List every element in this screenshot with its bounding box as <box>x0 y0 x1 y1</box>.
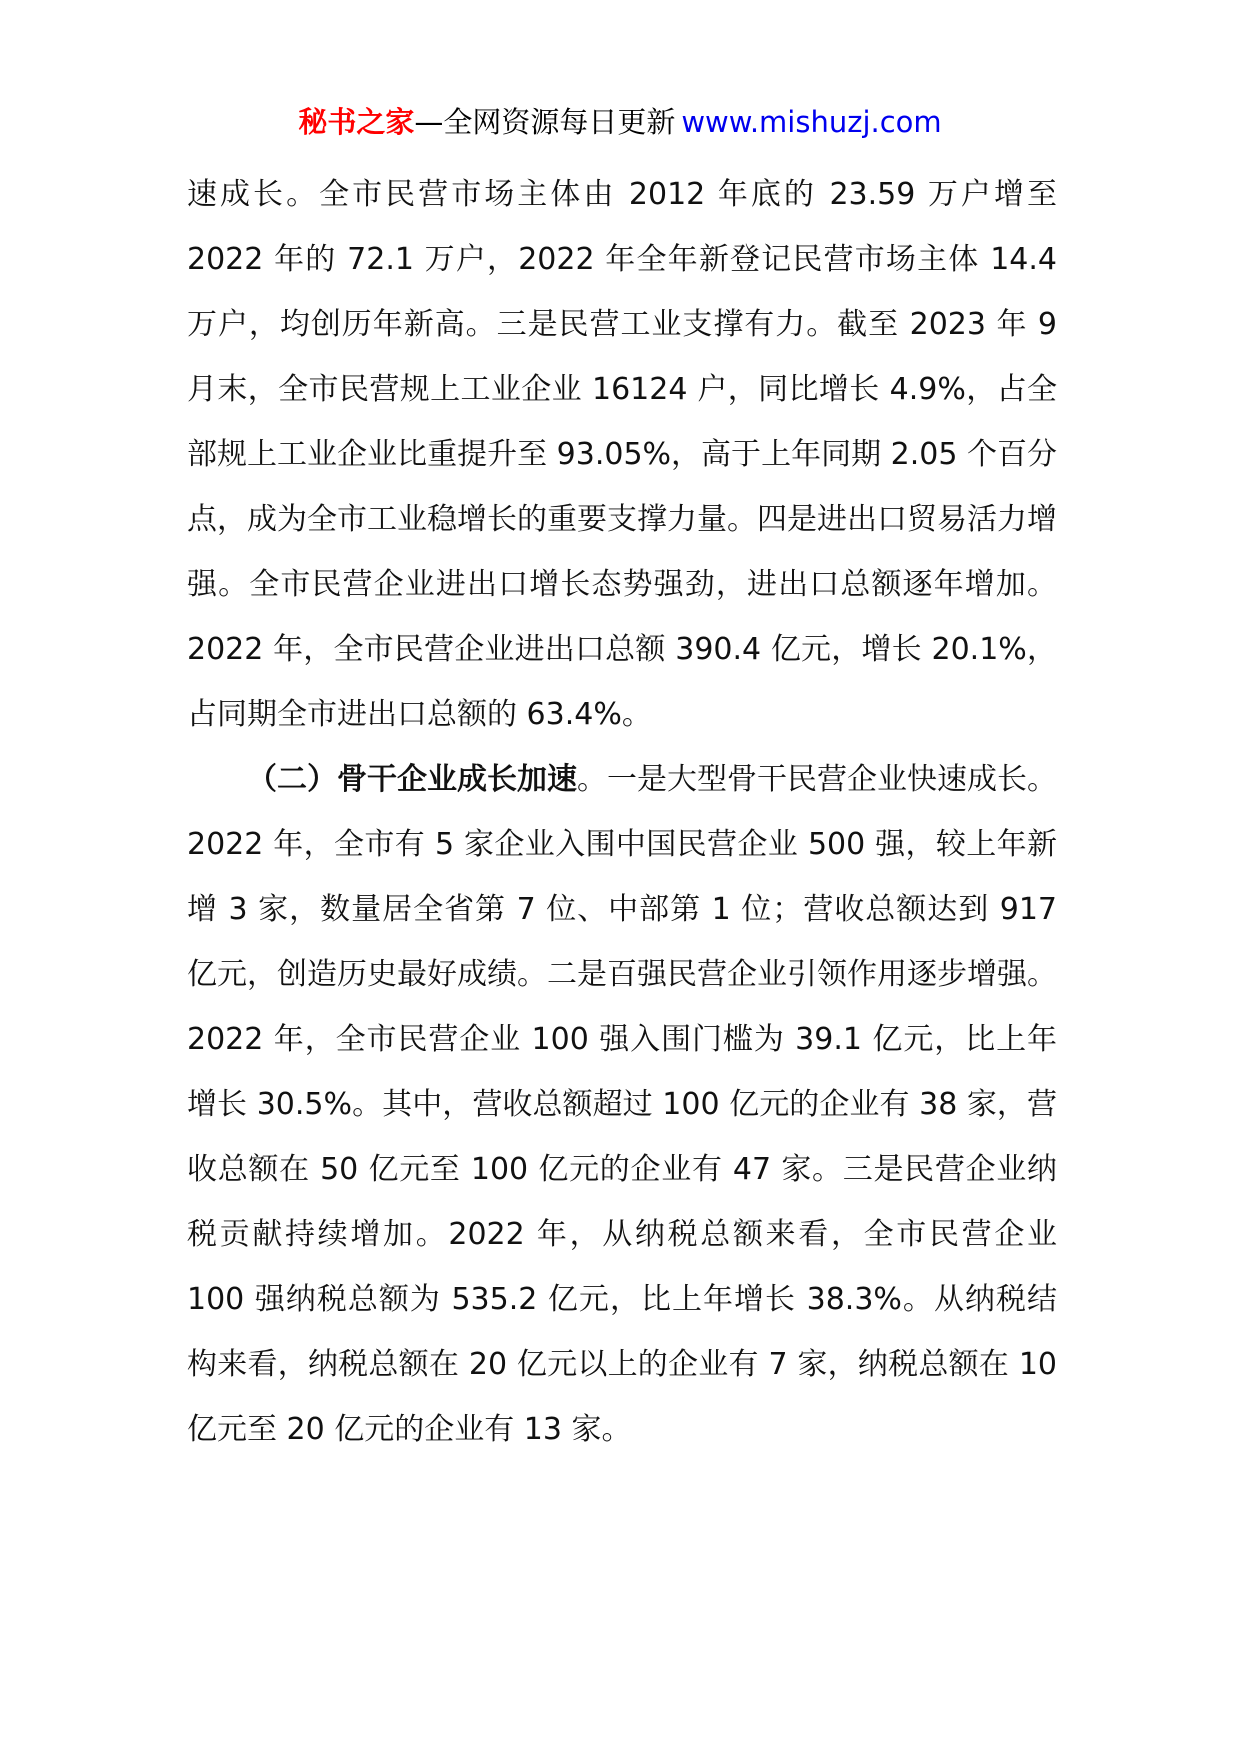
header-url-link[interactable]: www.mishuzj.com <box>681 105 942 139</box>
brand-name: 秘书之家 <box>298 105 415 139</box>
section-heading: （二）骨干企业成长加速 <box>247 762 577 797</box>
header-tagline: —全网资源每日更新 <box>414 105 676 139</box>
section-body: 。一是大型骨干民营企业快速成长。2022 年，全市有 5 家企业入围中国民营企业 500 强，较上年新增 3 家，数量居全省第 7 位、中部第 1 位；营收总额达到 917 亿元，创造历史最好成绩。二是百强民营企业引领作用逐步增强。2022 年，全市民营企业 100 强入围门槛为 39.1 亿元，比上年增长 30.5%。其中，营收总额超过 100 亿元的企业有 38 家，营收总额在 50 亿元至 100 亿元的企业有 47 家。三是民营企业纳税贡献持续增加。2022 年，从纳税总额来看，全市民营企业 100 强纳税总额为 535.2 亿元，比上年增长 38.3%。从纳税结构来看，纳税总额在 20 亿元以上的企业有 7 家，纳税总额在 10 亿元至 20 亿元的企业有 13 家。 <box>187 762 1057 1447</box>
paragraph-continuation: 速成长。全市民营市场主体由 2012 年底的 23.59 万户增至 2022 年的 72.1 万户，2022 年全年新登记民营市场主体 14.4 万户，均创历年新高。三是民营工业支撑有力。截至 2023 年 9 月末，全市民营规上工业企业 16124 户，同比增长 4.9%，占全部规上工业企业比重提升至 93.05%，高于上年同期 2.05 个百分点，成为全市工业稳增长的重要支撑力量。四是进出口贸易活力增强。全市民营企业进出口增长态势强劲，进出口总额逐年增加。2022 年，全市民营企业进出口总额 390.4 亿元，增长 20.1%，占同期全市进出口总额的 63.4%。 <box>187 177 1057 732</box>
document-body <box>187 162 1057 1462</box>
site-header <box>0 100 1240 144</box>
paragraph-section-2 <box>187 747 1057 1462</box>
